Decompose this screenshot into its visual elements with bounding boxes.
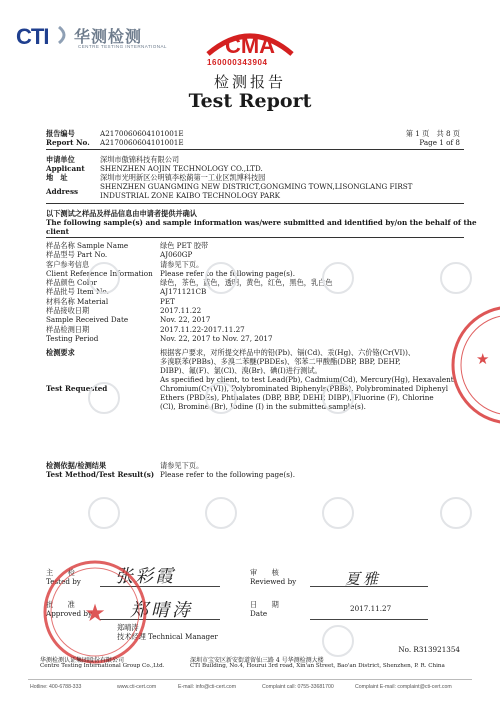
test-method-value-cn: 请参见下页。 <box>160 461 204 470</box>
page-number-cn: 第 1 页 共 8 页 <box>405 129 460 138</box>
sample-info-label: 样品型号 Part No. <box>46 250 108 260</box>
sample-info-value: 请参见下页。 <box>160 259 204 269</box>
footer-divider <box>28 679 472 680</box>
sample-info-label: 样品批号 Item No. <box>46 287 109 297</box>
tested-by-label-en: Tested by <box>46 577 81 586</box>
company-seal-icon <box>40 557 150 667</box>
sample-info-label: Client Reference Information <box>46 268 153 278</box>
test-requested-en-1: As specified by client, to test Lead(Pb), Cadmium(Cd), Mercury(Hg), Hexavalent <box>160 375 454 384</box>
company-name-en: Centre Testing International Group Co.,Ltd. <box>40 663 165 669</box>
address-label-cn: 地 址 <box>46 173 68 182</box>
reviewed-by-label-en: Reviewed by <box>250 577 297 586</box>
footer-complaint-call: Complaint call: 0755-33681700 <box>262 684 334 690</box>
sample-intro-en: The following sample(s) and sample information was/were submitted and identified by/on the behalf of the <box>46 218 477 227</box>
cti-watermark-icon <box>322 625 354 657</box>
sample-info-label: 材料名称 Material <box>46 296 109 306</box>
sample-info-value: 2017.11.22-2017.11.27 <box>160 324 245 334</box>
reviewed-by-label-cn: 审 核 <box>250 568 279 577</box>
sample-info-value: PET <box>160 296 175 306</box>
test-requested-en-3: Ethers (PBDEs), Phthalates (DBP, BBP, DEHP, DIBP), Fluorine (F), Chlorine <box>160 393 434 402</box>
sample-intro-cn: 以下测试之样品及样品信息由申请者提供并确认 <box>46 209 197 218</box>
test-method-value-en: Please refer to the following page(s). <box>160 470 295 479</box>
company-name-cn: 华测检测认证集团股份有限公司 <box>40 657 125 664</box>
cti-watermark-icon <box>205 382 237 414</box>
footer-report-no: No. R313921354 <box>398 645 460 654</box>
approver-title: 技术经理 Technical Manager <box>117 632 218 641</box>
signature-line <box>310 619 428 620</box>
inspection-seal-right-icon <box>446 300 500 430</box>
cti-watermark-icon <box>322 262 354 294</box>
cma-number: 160000343904 <box>207 58 268 67</box>
sample-info-label: 样品接收日期 <box>46 306 90 316</box>
applicant-name-en: SHENZHEN AOJIN TECHNOLOGY CO.,LTD. <box>100 164 263 173</box>
sample-info-value: 2017.11.22 <box>160 306 202 316</box>
sample-info-value: AJ060GP <box>160 250 193 260</box>
address-en-line-1: SHENZHEN GUANGMING NEW DISTRICT,GONGMING TOWN,LISONGLANG FIRST <box>100 182 413 191</box>
title-cn: 检测报告 <box>213 73 286 91</box>
sample-info-row <box>46 297 464 306</box>
divider <box>46 237 464 238</box>
cti-watermark-icon <box>322 497 354 529</box>
cti-watermark-icon <box>88 497 120 529</box>
company-address-cn: 深圳市宝安区新安街道留仙三路 4 号华测检测大楼 <box>190 657 324 664</box>
sample-info-label: 样品名称 Sample Name <box>46 241 129 250</box>
sample-info-row <box>46 241 464 250</box>
sample-info-value: 绿色 PET 胶带 <box>160 241 209 250</box>
reviewed-by-signature: 夏雅 <box>345 570 382 588</box>
approved-by-signature: 郑晴涛 <box>130 600 193 621</box>
sample-info-row <box>46 250 464 259</box>
sample-info-label: 样品检测日期 <box>46 324 90 334</box>
sample-info-label: 客户参考信息 <box>46 259 90 269</box>
cti-watermark-icon <box>205 497 237 529</box>
date-label-en: Date <box>250 609 268 618</box>
cti-watermark-icon <box>440 497 472 529</box>
test-requested-en-2: Chromium(Cr(VI)), Polybrominated Biphenyls(PBBs), Polybrominated Diphenyl <box>160 384 449 393</box>
svg-text:★: ★ <box>476 350 490 368</box>
company-logo-en: CENTRE TESTING INTERNATIONAL <box>78 44 167 49</box>
sample-info-row <box>46 334 464 343</box>
page-number-en: Page 1 of 8 <box>419 138 460 147</box>
tested-by-label-cn: 主 检 <box>46 568 75 577</box>
report-no-value-2: A2170060604101001E <box>100 138 184 147</box>
report-no-label-en: Report No. <box>46 138 90 147</box>
cti-watermark-icon <box>205 262 237 294</box>
approver-name: 郑晴涛 <box>117 623 139 632</box>
sample-info-value: Please refer to the following page(s). <box>160 268 295 278</box>
cti-watermark-icon <box>88 382 120 414</box>
test-method-label-cn: 检测依据/检测结果 <box>46 461 107 470</box>
address-cn: 深圳市光明新区公明镇李松蓢第一工业区凯博科技园 <box>100 173 266 182</box>
applicant-label-en: Applicant <box>46 164 85 173</box>
sample-info-row <box>46 306 464 315</box>
applicant-label-cn: 申请单位 <box>46 155 75 164</box>
sample-intro-en-2: client <box>46 227 69 236</box>
sample-info-row <box>46 315 464 324</box>
signature-line <box>310 586 428 587</box>
cti-logo-mark-icon <box>56 24 72 46</box>
test-requested-label-cn: 检测要求 <box>46 348 75 357</box>
cma-mark-text: CMA <box>224 33 276 58</box>
footer-email[interactable]: E-mail: info@cti-cert.com <box>178 684 237 690</box>
applicant-name-cn: 深圳市傲锦科技有限公司 <box>100 155 180 164</box>
test-method-label-en: Test Method/Test Result(s) <box>46 470 155 479</box>
sample-info-label: Sample Received Date <box>46 315 129 325</box>
test-requested-cn-2: 多溴联苯(PBBs)、多溴二苯醚(PBDEs)、邻苯二甲酸酯(DBP, BBP, DEHP, <box>160 357 401 366</box>
sample-info-value: Nov. 22, 2017 <box>160 315 211 325</box>
svg-text:★: ★ <box>84 599 106 627</box>
test-requested-cn-1: 根据客户要求，对所提交样品中的铅(Pb)、镉(Cd)、汞(Hg)、六价铬(Cr(VI))、 <box>160 348 416 357</box>
report-date: 2017.11.27 <box>350 604 392 613</box>
page-title: Test Report <box>188 90 312 112</box>
report-no-value: A2170060604101001E <box>100 129 184 138</box>
sample-info-row <box>46 325 464 334</box>
divider <box>46 203 464 204</box>
test-requested-label-en: Test Requested <box>46 384 108 393</box>
cti-watermark-icon <box>440 262 472 294</box>
company-address-en: CTI Building, No.4, Hourui 3rd road, Xin'an Street, Bao'an District, Shenzhen, P. R. China <box>190 663 445 669</box>
company-logo-cn: 华测检测 <box>74 29 143 46</box>
tested-by-signature: 张彩霞 <box>115 566 175 587</box>
approved-by-label-cn: 批 准 <box>46 600 75 609</box>
divider <box>46 149 464 150</box>
test-requested-cn-3: DIBP)、氟(F)、氯(Cl)、溴(Br)、碘(I)进行测试。 <box>160 366 322 375</box>
test-requested-en-4: (Cl), Bromine (Br), Iodine (I) in the submitted sample(s). <box>160 402 366 411</box>
cma-logo-icon <box>200 22 300 58</box>
address-label-en: Address <box>46 187 79 196</box>
sample-info-value: AJ171121CB <box>160 287 207 297</box>
approved-by-label-en: Approved by <box>46 609 93 618</box>
cti-watermark-icon <box>322 382 354 414</box>
cti-logo: CTI <box>16 24 49 49</box>
address-en-line-2: INDUSTRIAL ZONE KAIBO TECHNOLOGY PARK <box>100 191 281 200</box>
cti-watermark-icon <box>88 262 120 294</box>
date-label-cn: 日 期 <box>250 600 279 609</box>
footer-web[interactable]: www.cti-cert.com <box>117 684 157 690</box>
report-no-label-cn: 报告编号 <box>46 129 75 138</box>
sample-info-value: Nov. 22, 2017 to Nov. 27, 2017 <box>160 333 273 343</box>
sample-info-value: 绿色，茶色，蓝色，透明，黄色，红色，黑色，乳白色 <box>160 278 333 288</box>
sample-info-label: Testing Period <box>46 333 99 343</box>
footer-hotline: Hotline: 400-6788-333 <box>30 684 82 690</box>
footer-complaint-email[interactable]: Complaint E-mail: complaint@cti-cert.com <box>355 684 452 690</box>
sample-info-label: 样品颜色 Color <box>46 278 97 288</box>
